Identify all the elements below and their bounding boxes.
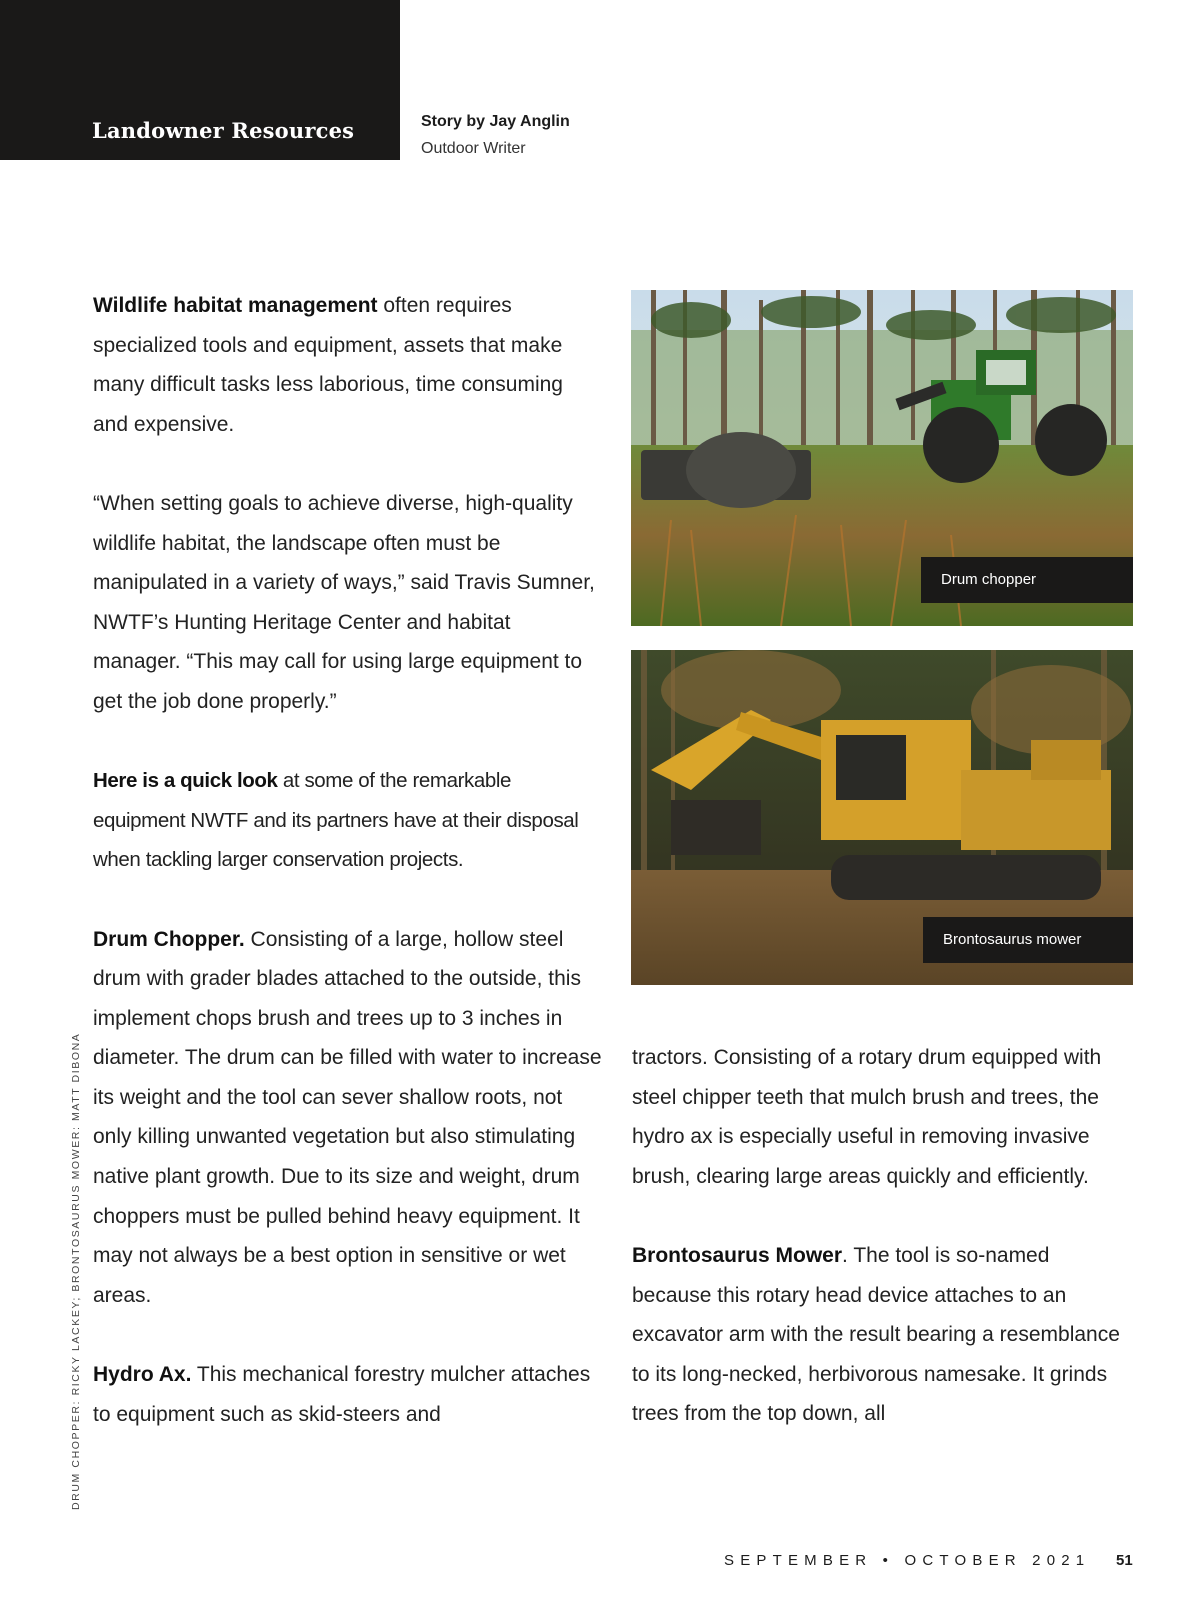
hydro-ax-paragraph <box>93 1355 603 1434</box>
drum-chopper-paragraph <box>93 920 603 1316</box>
intro-lead: Wildlife habitat management <box>93 294 378 317</box>
article-column-left <box>93 286 603 1474</box>
hydro-ax-continued-paragraph: tractors. Consisting of a rotary drum equipped with steel chipper teeth that mulch brush and trees, the hydro ax is especially useful in removing invasive brush, clearing large areas quickly and efficiently. <box>632 1046 1102 1188</box>
brontosaurus-mower-photo <box>631 650 1133 985</box>
hydro-ax-heading: Hydro Ax. <box>93 1363 192 1387</box>
quick-look-paragraph <box>93 761 603 880</box>
photo-caption: Brontosaurus mower <box>923 917 1133 963</box>
intro-paragraph <box>93 286 603 444</box>
quick-look-lead: Here is a quick look <box>93 769 278 793</box>
quote-paragraph: “When setting goals to achieve diverse, high-quality wildlife habitat, the landscape often must be manipulated in a variety of ways,” said Travis Sumner, NWTF’s Hunting Heritage Center and habitat manager. “This may call for using large equipment to get the job done properly.” <box>93 491 595 713</box>
byline-role: Outdoor Writer <box>421 140 526 157</box>
hydro-ax-text: This mechanical forestry mulcher attaches to equipment such as skid-steers and <box>93 1363 591 1426</box>
brontosaurus-heading: Brontosaurus Mower <box>632 1243 843 1267</box>
photo-credit: DRUM CHOPPER: RICKY LACKEY; BRONTOSAURUS MOWER: MATT DIBONA <box>70 1032 82 1510</box>
drum-chopper-photo <box>631 290 1133 626</box>
page-number: 51 <box>1116 1552 1133 1569</box>
issue-date: SEPTEMBER • OCTOBER 2021 <box>724 1552 1091 1569</box>
brontosaurus-paragraph <box>632 1236 1132 1434</box>
section-title: Landowner Resources <box>92 118 355 143</box>
byline-author: Story by Jay Anglin <box>421 113 570 130</box>
article-column-right <box>632 1038 1132 1474</box>
intro-text: often requires specialized tools and equipment, assets that make many difficult tasks less laborious, time consuming and expensive. <box>93 294 563 436</box>
byline <box>421 113 570 158</box>
brontosaurus-text: . The tool is so-named because this rotary head device attaches to an excavator arm with the result bearing a resemblance to its long-necked, herbivorous namesake. It grinds trees from the top down, all <box>632 1243 1120 1426</box>
drum-chopper-text: Consisting of a large, hollow steel drum with grader blades attached to the outside, this implement chops brush and trees up to 3 inches in diameter. The drum can be filled with water to increase its weight and the tool can sever shallow roots, not only killing unwanted vegetation but also stimulating native plant growth. Due to its size and weight, drum choppers must be pulled behind heavy equipment. It may not always be a best option in sensitive or wet areas. <box>93 927 602 1307</box>
section-header-block <box>0 0 400 160</box>
photo-caption: Drum chopper <box>921 557 1133 603</box>
quick-look-text: at some of the remarkable equipment NWTF and its partners have at their disposal when tackling larger conservation projects. <box>93 769 579 872</box>
drum-chopper-heading: Drum Chopper. <box>93 927 245 951</box>
